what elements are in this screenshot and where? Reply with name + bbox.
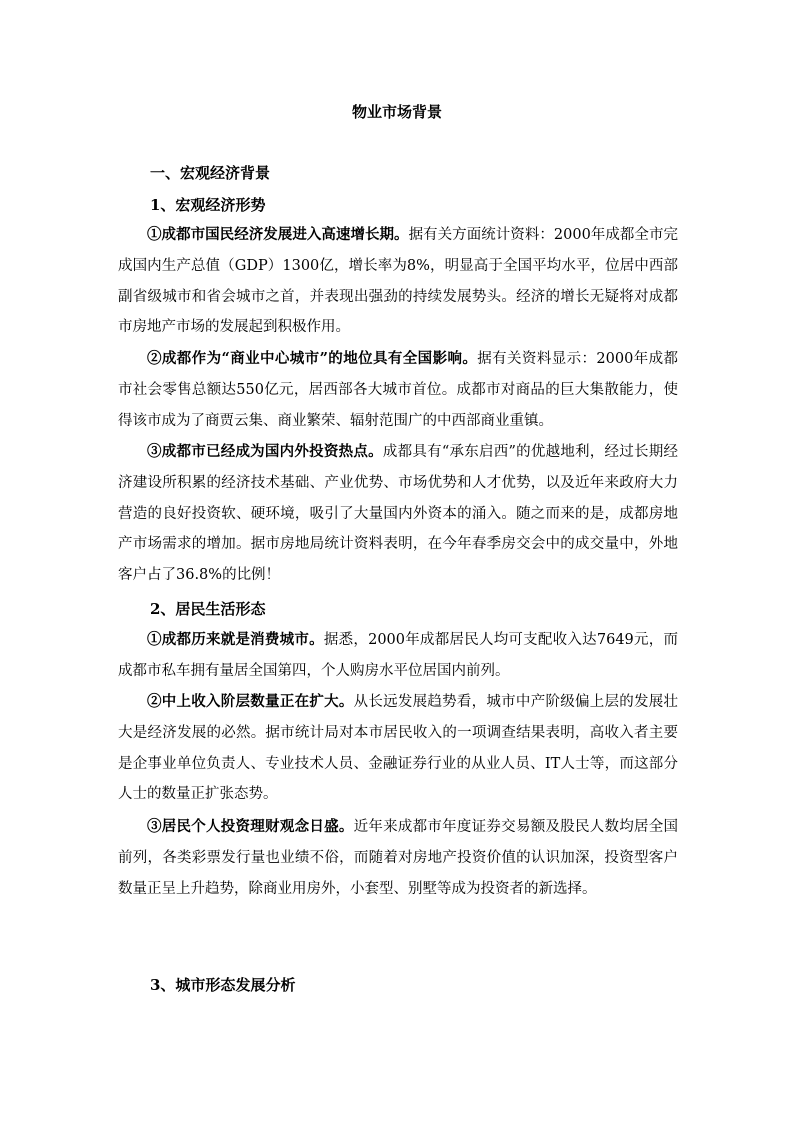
paragraph-middle-class — [118, 687, 678, 810]
subsection-heading-economic-situation: 1、宏观经济形势 — [150, 196, 266, 214]
section-heading-macro-economy: 一、宏观经济背景 — [150, 164, 271, 182]
paragraph-commercial-center — [118, 344, 678, 436]
paragraph-lead: ①成都历来就是消费城市。 — [147, 631, 324, 648]
paragraph-investment-awareness — [118, 812, 678, 904]
paragraph-gdp-growth — [118, 220, 678, 343]
paragraph-text: 据悉，2000年成都居民人均可支配收入达7649元，而成都市私车拥有量居全国第四，个人购房水平位居国内前列。 — [118, 632, 678, 679]
paragraph-consumer-city — [118, 625, 678, 687]
paragraph-investment-hotspot — [118, 437, 678, 591]
subsection-heading-urban-form: 3、城市形态发展分析 — [150, 976, 296, 994]
paragraph-lead: ③居民个人投资理财观念日盛。 — [147, 818, 354, 835]
paragraph-lead: ②成都作为“商业中心城市”的地位具有全国影响。 — [147, 350, 478, 367]
paragraph-text: 近年来成都市年度证券交易额及股民人数均居全国前列，各类彩票发行量也业绩不俗，而随着对房地产投资价值的认识加深，投资型客户数量正呈上升趋势，除商业用房外，小套型、别墅等成为投资者的新选择。 — [118, 819, 679, 897]
paragraph-lead: ③成都市已经成为国内外投资热点。 — [147, 443, 383, 460]
paragraph-lead: ②中上收入阶层数量正在扩大。 — [147, 693, 354, 710]
subsection-heading-resident-lifestyle: 2、居民生活形态 — [150, 600, 266, 618]
paragraph-lead: ①成都市国民经济发展进入高速增长期。 — [147, 226, 409, 243]
page-title: 物业市场背景 — [351, 103, 442, 121]
paragraph-text: 据有关资料显示：2000年成都市社会零售总额达550亿元，居西部各大城市首位。成都市对商品的巨大集散能力，使得该市成为了商贾云集、商业繁荣、辐射范围广的中西部商业重镇。 — [118, 351, 678, 429]
paragraph-text: 从长远发展趋势看，城市中产阶级偏上层的发展壮大是经济发展的必然。据市统计局对本市居民收入的一项调查结果表明，高收入者主要是企事业单位负责人、专业技术人员、金融证券行业的从业人员、IT人士等，而这部分人士的数量正扩张态势。 — [118, 694, 679, 803]
paragraph-text: 成都具有“承东启西”的优越地利，经过长期经济建设所积累的经济技术基础、产业优势、市场优势和人才优势，以及近年来政府大力营造的良好投资软、硬环境，吸引了大量国内外资本的涌入。随之而来的是，成都房地产市场需求的增加。据市房地局统计资料表明，在今年春季房交会中的成交量中，外地客户占了36.8%的比例！ — [118, 444, 679, 584]
paragraph-text: 据有关方面统计资料：2000年成都全市完成国内生产总值（GDP）1300亿，增长率为8%，明显高于全国平均水平，位居中西部副省级城市和省会城市之首，并表现出强劲的持续发展势头。经济的增长无疑将对成都市房地产市场的发展起到积极作用。 — [118, 227, 678, 336]
